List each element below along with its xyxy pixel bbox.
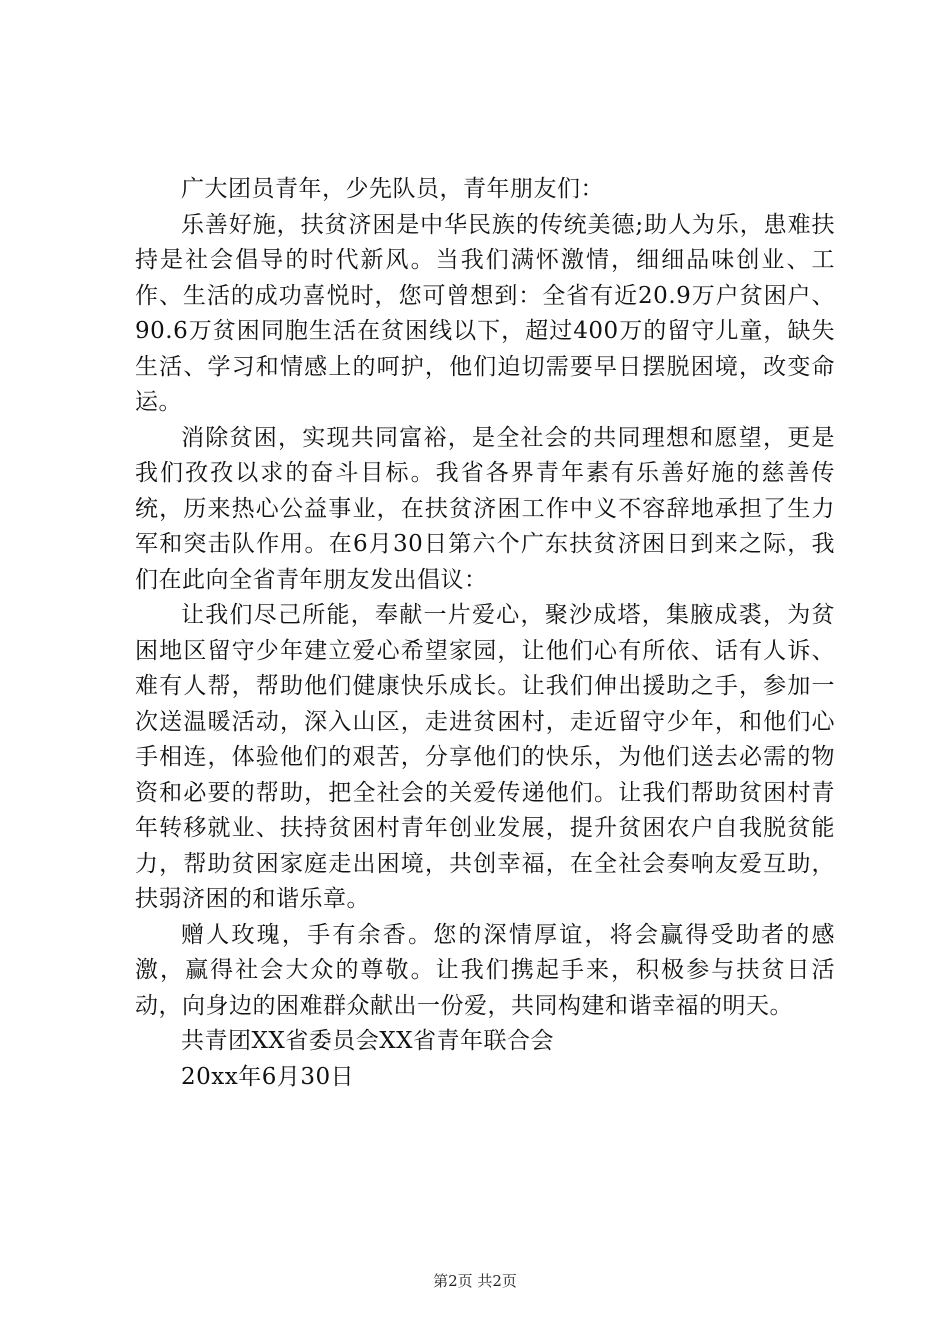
paragraph-3: 让我们尽己所能，奉献一片爱心，聚沙成塔，集腋成裘，为贫困地区留守少年建立爱心希望家园，让他们心有所依、话有人诉、难有人帮，帮助他们健康快乐成长。让我们伸出援助之手，参加一次送温暖活动，深入山区，走进贫困村，走近留守少年，和他们心手相连，体验他们的艰苦，分享他们的快乐，为他们送去必需的物资和必要的帮助，把全社会的关爱传递他们。让我们帮助贫困村青年转移就业、扶持贫困村青年创业发展，提升贫困农户自我脱贫能力，帮助贫困家庭走出困境，共创幸福，在全社会奏响友爱互助，扶弱济困的和谐乐章。 — [135, 602, 835, 912]
salutation: 广大团员青年，少先队员，青年朋友们： — [181, 176, 604, 202]
letter-body — [135, 172, 835, 1095]
paragraph-4: 赠人玫瑰，手有余香。您的深情厚谊，将会赢得受助者的感激，赢得社会大众的尊敬。让我们携起手来，积极参与扶贫日活动，向身边的困难群众献出一份爱，共同构建和谐幸福的明天。 — [135, 921, 835, 1019]
signature: 共青团XX省委员会XX省青年联合会 — [181, 1028, 554, 1054]
paragraph-2: 消除贫困，实现共同富裕，是全社会的共同理想和愿望，更是我们孜孜以求的奋斗目标。我省各界青年素有乐善好施的慈善传统，历来热心公益事业，在扶贫济困工作中义不容辞地承担了生力军和突击队作用。在6月30日第六个广东扶贫济困日到来之际，我们在此向全省青年朋友发出倡议： — [135, 424, 835, 593]
page-number: 第2页 共2页 — [433, 1272, 517, 1290]
paragraph-1: 乐善好施，扶贫济困是中华民族的传统美德;助人为乐，患难扶持是社会倡导的时代新风。当我们满怀激情，细细品味创业、工作、生活的成功喜悦时，您可曾想到：全省有近20.9万户贫困户、90.6万贫困同胞生活在贫困线以下，超过400万的留守儿童，缺失生活、学习和情感上的呵护，他们迫切需要早日摆脱困境，改变命运。 — [135, 211, 835, 415]
date: 20xx年6月30日 — [181, 1063, 355, 1090]
